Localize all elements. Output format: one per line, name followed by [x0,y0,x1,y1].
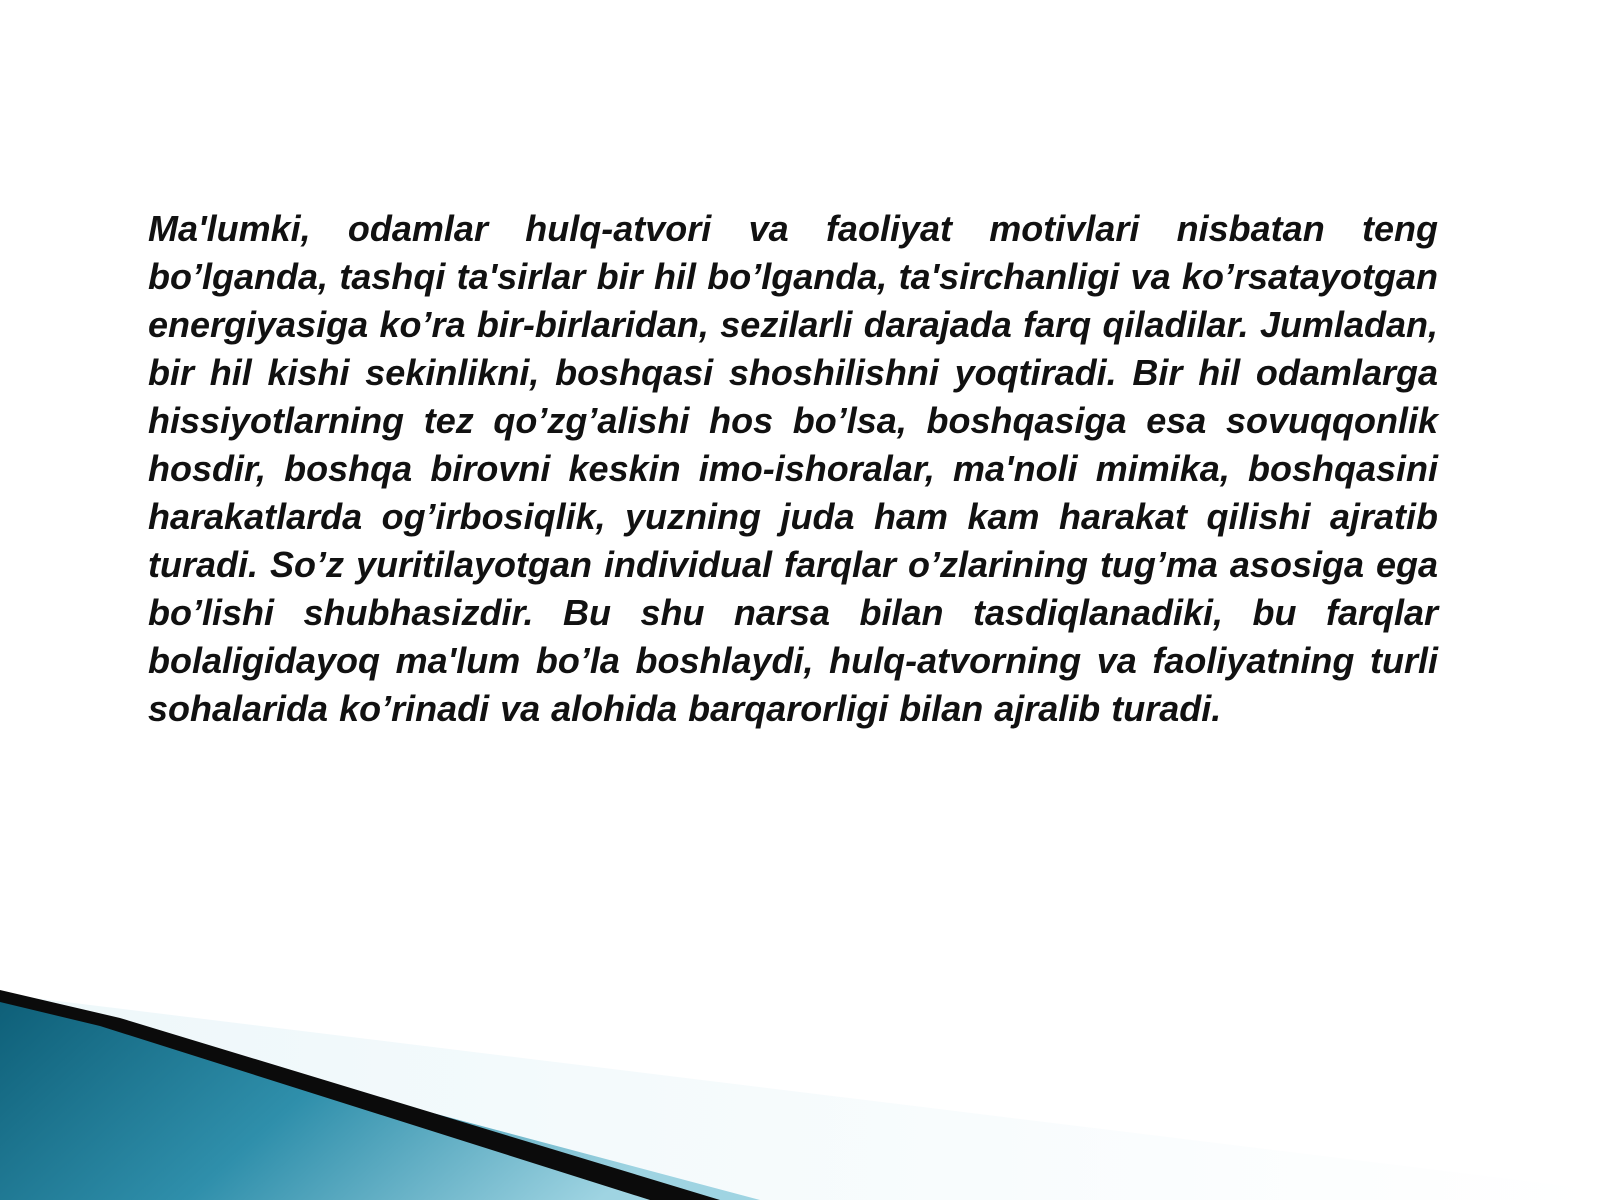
ribbon-fade-band [0,994,1600,1200]
body-paragraph: Ma'lumki, odamlar hulq-atvori va faoliyat motivlari nisbatan teng bo’lganda, tashqi ta'sirlar bir hil bo’lganda, ta'sirchanligi va ko’rsatayotgan energiyasiga ko’ra bir-birlaridan, sezilarli darajada farq qiladilar. Jumladan, bir hil kishi sekinlikni, boshqasi shoshilishni yoqtiradi. Bir hil odamlarga hissiyotlarning tez qo’zg’alishi hos bo’lsa, boshqasiga esa sovuqqonlik hosdir, boshqa birovni keskin imo-ishoralar, ma'noli mimika, boshqasini harakatlarda og’irbosiqlik, yuzning juda ham kam harakat qilishi ajratib turadi. So’z yuritilayotgan individual farqlar o’zlarining tug’ma asosiga ega bo’lishi shubhasizdir. Bu shu narsa bilan tasdiqlanadiki, bu farqlar bolaligidayoq ma'lum bo’la boshlaydi, hulq-atvorning va faoliyatning turli sohalarida ko’rinadi va alohida barqarorligi bilan ajralib turadi. [148,208,1438,729]
ribbon-dark-stripe [0,990,720,1200]
ribbon-teal-band [0,998,760,1200]
decorative-ribbon [0,980,1600,1200]
